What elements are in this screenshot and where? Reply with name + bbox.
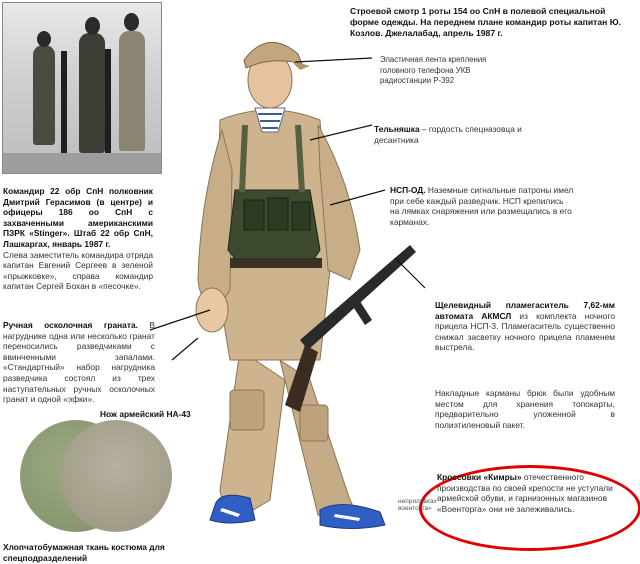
- nsp-caption: [390, 185, 575, 227]
- telnyashka-title: Тельняшка: [374, 124, 420, 134]
- fabric-swatch-grey: [60, 420, 172, 532]
- telnyashka-caption: [374, 124, 544, 145]
- overlay-stamp: неприлавках военторга»: [398, 498, 437, 512]
- sneakers-title: Кроссовки «Кимры»: [437, 472, 522, 482]
- flash-hider-text: из комплекта ночного прицела НСП-3. Пламегаситель существенно снижал засветку ночного прицела пламенем выстрела.: [435, 310, 615, 353]
- grenade-caption: [3, 320, 155, 405]
- nsp-text: Наземные сигнальные патроны имел при себе каждый разведчик. НСП крепились на лямках снаряжения или размещались в его карманах.: [390, 185, 574, 227]
- commander-caption: [3, 186, 153, 292]
- commander-text: Слева заместитель командира отряда капитан Евгений Сергеев в зеленой «прыжковке», справа командир капитан Сергей Бохан в «песочке».: [3, 249, 153, 292]
- commander-title: Командир 22 обр СпН полковник Дмитрий Герасимов (в центре) и офицеры 186 оо СпН с захваченными американскими ПЗРК «Stinger». Штаб 22 обр СпН, Лашкаргах, январь 1987 г.: [3, 186, 153, 249]
- flash-hider-caption: [435, 300, 615, 353]
- flash-hider-title: Щелевидный пламегаситель 7,62-мм автомата АКМСЛ: [435, 300, 615, 321]
- sneakers-text: отечественного производства по своей крепости не уступали армейской обуви, и гарнизонных магазинов «Военторга» они не залеживались.: [437, 472, 613, 514]
- grenade-text: В нагруднике одна или несколько гранат переносились разведчиками с ввинченными запалами. «Стандартный» набор нагрудника разведчика состоял из трех наступательных ручных осколочных гранат и одной «эфки».: [3, 320, 155, 405]
- pockets-caption: Накладные карманы брюк были удобным местом для хранения топокарты, предварительно уложенной в полиэтиленовый пакет.: [435, 388, 615, 430]
- header-caption: Строевой смотр 1 роты 154 оо СпН в полевой специальной форме одежды. На переднем плане командир роты капитан Ю. Козлов. Джелалабад, апрель 1987 г.: [350, 6, 621, 38]
- sneakers-caption: [437, 472, 627, 514]
- nsp-title: НСП-ОД.: [390, 185, 426, 195]
- lanyard-caption: Эластичная лента крепления головного телефона УКВ радиостанции Р-392: [380, 55, 487, 86]
- knife-caption: Нож армейский НА-43: [100, 409, 191, 419]
- fabric-caption: Хлопчатобумажная ткань костюма для спецподразделений: [3, 542, 165, 563]
- grenade-title: Ручная осколочная граната.: [3, 320, 138, 330]
- telnyashka-text: – гордость спецназовца и десантника: [374, 124, 522, 145]
